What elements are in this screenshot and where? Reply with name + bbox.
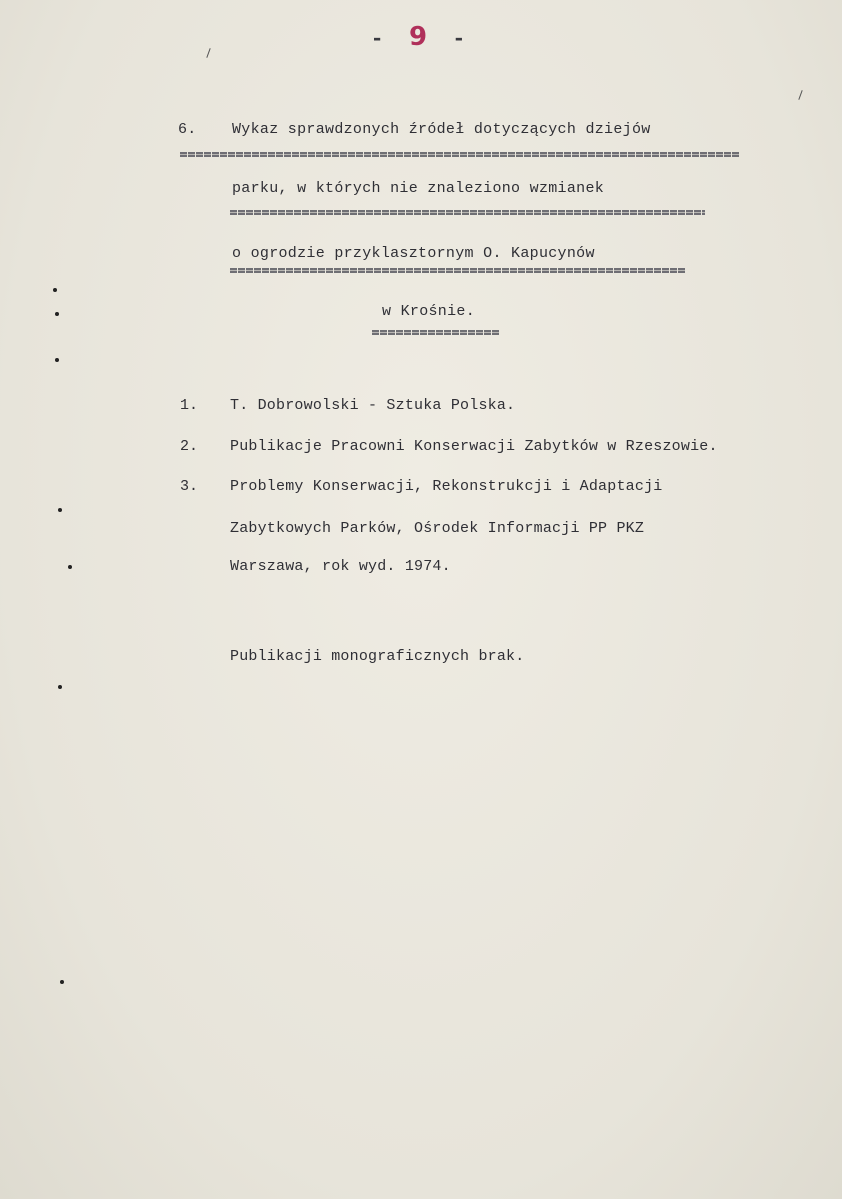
heading-underline-4 — [372, 330, 500, 335]
page-number — [0, 22, 842, 52]
margin-dot — [58, 685, 62, 689]
page-number-value: 9 — [408, 22, 434, 52]
heading-underline-2 — [230, 210, 705, 215]
page-number-left-dash: - — [370, 27, 390, 52]
list-item-text: Publikacje Pracowni Konserwacji Zabytków w Rzeszowie. — [230, 438, 718, 455]
heading-line-4: w Krośnie. — [382, 303, 476, 320]
margin-dot — [55, 358, 59, 362]
page-number-right-dash: - — [452, 27, 472, 52]
heading-underline-1 — [180, 152, 740, 157]
heading-number: 6. — [178, 121, 197, 138]
list-item-text: Problemy Konserwacji, Rekonstrukcji i Adaptacji — [230, 478, 663, 495]
heading-line-2: parku, w których nie znaleziono wzmianek — [232, 180, 605, 197]
list-item-number: 1. — [180, 397, 199, 414]
margin-dot — [68, 565, 72, 569]
margin-dot — [60, 980, 64, 984]
list-item-number: 2. — [180, 438, 199, 455]
heading-underline-3 — [230, 268, 685, 273]
heading-line-1: Wykaz sprawdzonych źródeł dotyczących dziejów — [232, 121, 651, 138]
margin-dot — [53, 288, 57, 292]
margin-dot — [55, 312, 59, 316]
list-item-text: T. Dobrowolski - Sztuka Polska. — [230, 397, 516, 414]
list-item-number: 3. — [180, 478, 199, 495]
heading-line-3: o ogrodzie przyklasztornym O. Kapucynów — [232, 245, 595, 262]
margin-dot — [58, 508, 62, 512]
list-item-text-continued: Zabytkowych Parków, Ośrodek Informacji PP PKZ — [230, 520, 645, 537]
list-item-text-continued: Warszawa, rok wyd. 1974. — [230, 558, 451, 575]
closing-note: Publikacji monograficznych brak. — [230, 648, 525, 665]
margin-mark — [798, 90, 802, 100]
